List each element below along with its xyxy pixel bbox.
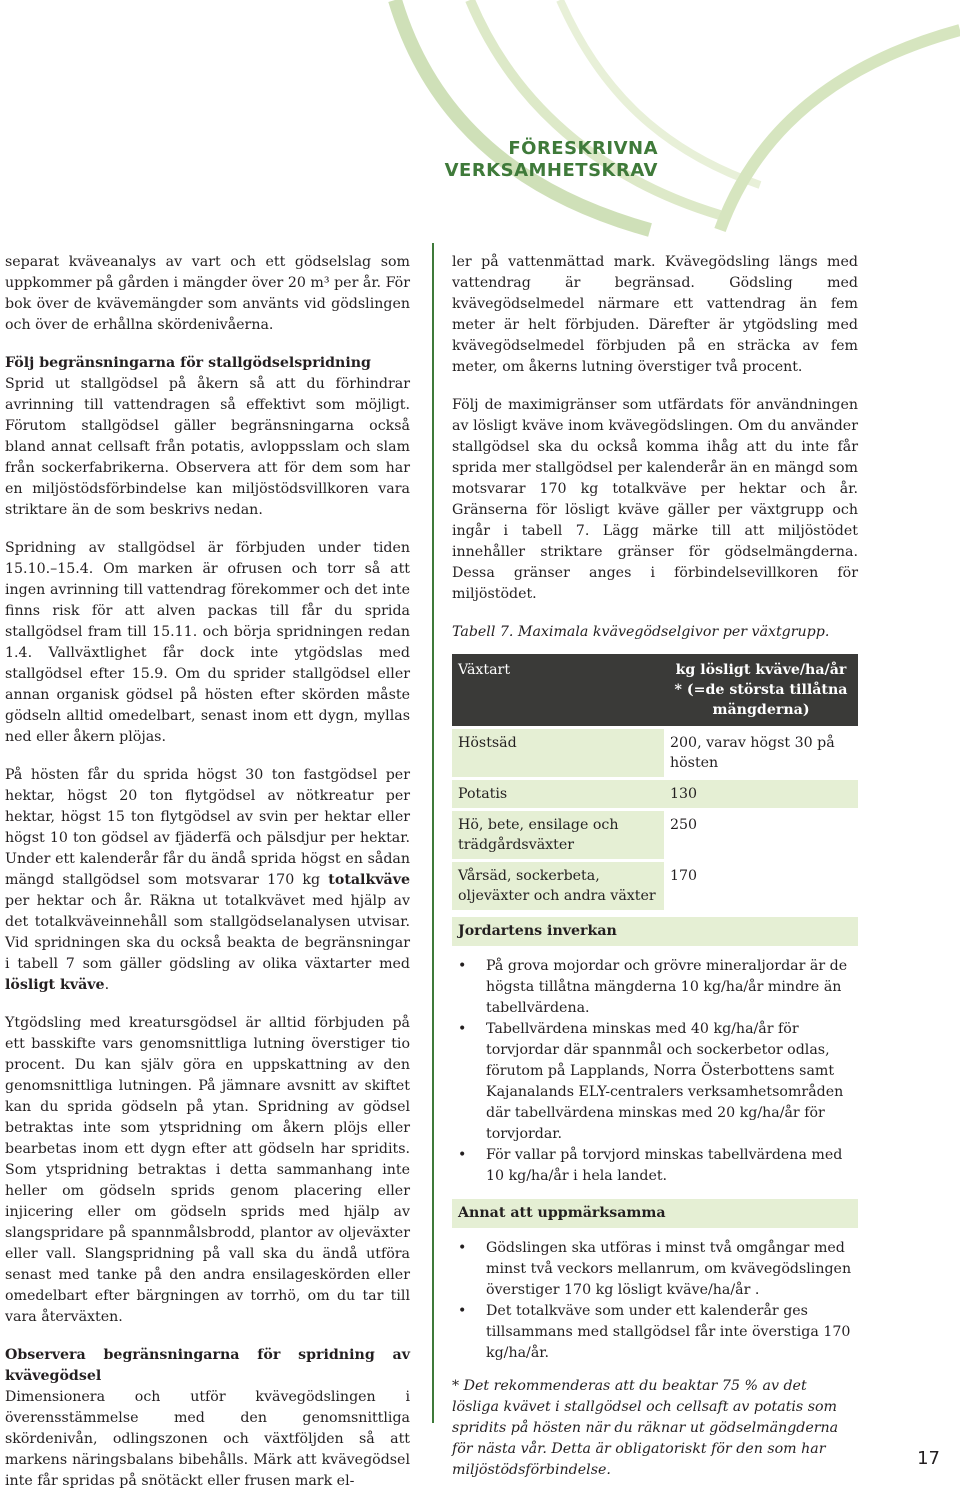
table-row bbox=[452, 862, 858, 910]
list-item: • Tabellvärdena minskas med 40 kg/ha/år för torvjordar där spannmål och sockerbetor odlas, förutom på Lapplands, Norra Österbottens samt Kajanalands ELY-centralers verksamhetsområden där tabellvärdena minskas med 20 kg/ha/år för torvjordar. bbox=[486, 1019, 858, 1145]
footnote: * Det rekommenderas att du beaktar 75 % av det lösliga kvävet i stallgödsel och cellsaft av potatis som spridits på hösten när du räknar ut gödselmängderna för nästa vår. Detta är obligatoriskt för den som har miljöstödsförbindelse. bbox=[452, 1378, 839, 1478]
paragraph bbox=[5, 1345, 410, 1492]
heading-kvavegodsel: Observera begränsningarna för spridning av kvävegödsel bbox=[5, 1347, 410, 1384]
paragraph bbox=[5, 765, 410, 996]
heading-stallgodsel: Följ begränsningarna för stallgödselspridning bbox=[5, 355, 371, 371]
table-7 bbox=[452, 651, 858, 913]
left-column bbox=[5, 252, 410, 1509]
section-header bbox=[445, 138, 658, 182]
emphasis: totalkväve bbox=[328, 872, 410, 888]
paragraph-text: Dimensionera och utför kvävegödslingen i överensstämmelse med den genomsnittliga skördenivån, odlingszonen och växtföljden så att markens näringsbalans bibehålls. Märk att kvävegödsel inte får spridas på snötäckt eller frusen mark el- bbox=[5, 1389, 410, 1489]
paragraph-text: Sprid ut stallgödsel på åkern så att du förhindrar avrinning till vattendragen så effektivt som möjligt. Förutom stallgödsel gäller begränsningarna också bland annat cellsaft från potatis, avloppsslam och slam från sockerfabrikerna. Observera att för dem som har en miljöstödsförbindelse kan miljöstödsvillkoren vara striktare än de som beskrivs nedan. bbox=[5, 376, 410, 518]
page-number: 17 bbox=[917, 1448, 940, 1469]
jordartens-inverkan-heading: Jordartens inverkan bbox=[452, 917, 858, 946]
table-cell: Vårsäd, sockerbeta, oljeväxter och andra växter bbox=[452, 862, 664, 910]
table-header-cell: Växtart bbox=[452, 654, 664, 726]
paragraph: Spridning av stallgödsel är förbjuden under tiden 15.10.–15.4. Om marken är ofrusen och torr så att ingen avrinning till vattendrag förekommer och det inte finns risk för att alven packas till får du sprida stallgödsel fram till 15.11. och börja spridningen redan 1.4. Vallväxtlighet får dock inte ytgödslas med stallgödsel efter 15.9. Om du sprider stallgödsel eller annan organisk gödsel på hösten efter skörden måste gödseln alltid omedelbart, senast inom ett dygn, myllas ned eller åkern plöjas. bbox=[5, 540, 410, 745]
table-cell: 170 bbox=[664, 862, 858, 910]
bullet-list-jordart bbox=[452, 956, 858, 1187]
annat-heading: Annat att uppmärksamma bbox=[452, 1199, 858, 1228]
text: På hösten får du sprida högst 30 ton fastgödsel per hektar, högst 20 ton flytgödsel av nötkreatur per hektar, högst 15 ton flytgödsel av svin per hektar eller högst 10 ton gödsel av fjäderfä och pälsdjur per hektar. Under ett kalenderår får du ändå sprida högst en sådan mängd stallgödsel som motsvarar 170 kg bbox=[5, 767, 410, 888]
paragraph: ler på vattenmättad mark. Kvävegödsling längs med vattendrag är begränsad. Gödsling med kvävegödselmedel närmare ett vattendrag än fem meter är helt förbjuden. Därefter är ytgödsling med kvävegödselmedel förbjuden på en sträcka av fem meter, om åkerns lutning överstiger två procent. bbox=[452, 254, 858, 375]
list-item: • För vallar på torvjord minskas tabellvärdena med 10 kg/ha/år i hela landet. bbox=[486, 1145, 858, 1187]
decorative-leaf-graphic bbox=[0, 0, 960, 240]
table-header-row bbox=[452, 654, 858, 726]
table-row bbox=[452, 729, 858, 777]
table-row bbox=[452, 780, 858, 808]
column-divider bbox=[432, 243, 434, 1423]
table-row bbox=[452, 811, 858, 859]
bullet-list-annat bbox=[452, 1238, 858, 1364]
table-caption: Tabell 7. Maximala kvävegödselgivor per växtgrupp. bbox=[452, 624, 830, 640]
text: per hektar och år. Räkna ut totalkvävet med hjälp av det totalkväveinnehåll som stallgödselanalysen utvisar. Vid spridningen ska du också beakta de begränsningar i tabell 7 som gäller gödsling av olika växtarter med bbox=[5, 893, 410, 972]
table-cell: 200, varav högst 30 på hösten bbox=[664, 729, 858, 777]
table-cell: 250 bbox=[664, 811, 858, 859]
right-column bbox=[452, 252, 858, 1481]
table-cell: Hö, bete, ensilage och trädgårdsväxter bbox=[452, 811, 664, 859]
table-header-cell: kg lösligt kväve/ha/år * (=de största tillåtna mängderna) bbox=[664, 654, 858, 726]
paragraph bbox=[5, 353, 410, 521]
paragraph: separat kväveanalys av vart och ett gödselslag som uppkommer på gården i mängder över 20 m³ per år. För bok över de kvävemängder som använts vid gödslingen och över de erhållna skördenivåerna. bbox=[5, 254, 410, 333]
list-item: • På grova mojordar och grövre mineraljordar är de högsta tillåtna mängderna 10 kg/ha/år mindre än tabellvärdena. bbox=[486, 956, 858, 1019]
header-line-1: FÖRESKRIVNA bbox=[508, 138, 658, 159]
table-cell: Höstsäd bbox=[452, 729, 664, 777]
table-cell: 130 bbox=[664, 780, 858, 808]
table-cell: Potatis bbox=[452, 780, 664, 808]
paragraph: Ytgödsling med kreatursgödsel är alltid förbjuden på ett basskifte vars genomsnittliga lutning överstiger tio procent. Du kan själv göra en uppskattning av den genomsnittliga lutningen. På jämnare avsnitt av skiftet kan du sprida gödseln på ytan. Spridning av gödsel betraktas inte som ytspridning om åkern plöjs eller bearbetas inom ett dygn efter att gödseln har spridits. Som ytspridning betraktas i detta sammanhang inte heller om gödseln sprids genom placering eller injicering eller om gödseln sprids med hjälp av slangspridare på spannmålsbrodd, plantor av oljeväxter eller vall. Slangspridning på vall ska du ändå utföra senast med tanke på den andra ensilageskörden eller omedelbart efter bärgningen av torrhö, om du tar till vara återväxten. bbox=[5, 1015, 410, 1325]
list-item: • Det totalkväve som under ett kalenderår ges tillsammans med stallgödsel får inte överstiga 170 kg/ha/år. bbox=[486, 1301, 858, 1364]
paragraph: Följ de maximigränser som utfärdats för användningen av lösligt kväve inom kvävegödslingen. Om du använder stallgödsel ska du också komma ihåg att du inte får sprida mer stallgödsel per kalenderår än en mängd som motsvarar 170 kg totalkväve per hektar och år. Gränserna för lösligt kväve gäller per växtgrupp och ingår i tabell 7. Lägg märke till att miljöstödet innehåller striktare gränser för gödselmängderna. Dessa gränser anges i förbindelsevillkoren för miljöstödet. bbox=[452, 397, 858, 602]
emphasis: lösligt kväve bbox=[5, 977, 105, 993]
text: . bbox=[104, 977, 110, 993]
header-line-2: VERKSAMHETSKRAV bbox=[444, 160, 658, 181]
list-item: • Gödslingen ska utföras i minst två omgångar med minst två veckors mellanrum, om kvävegödslingen överstiger 170 kg lösligt kväve/ha/år . bbox=[486, 1238, 858, 1301]
